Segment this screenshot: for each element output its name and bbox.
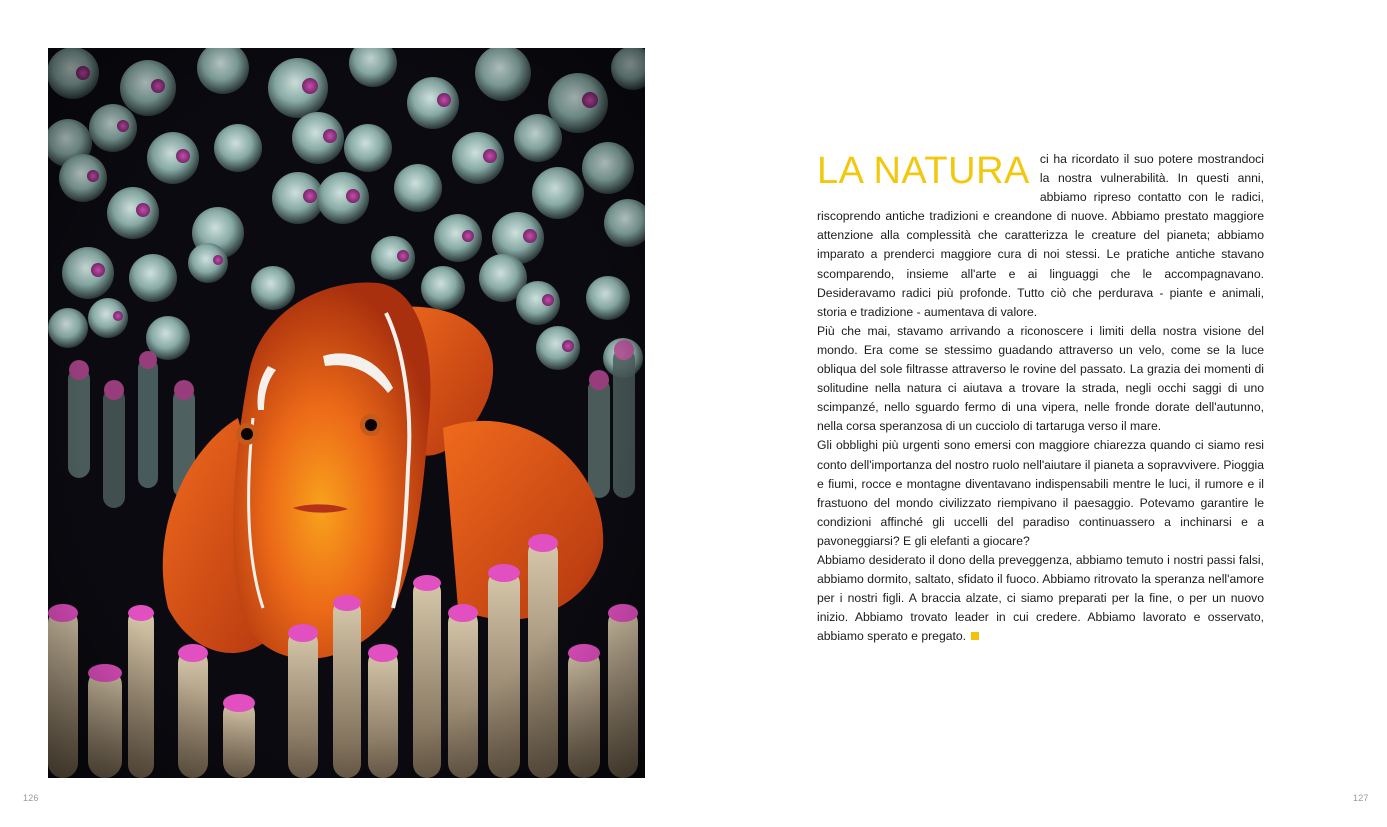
page-number-left: 126 — [23, 793, 39, 803]
paragraph-3: Gli obblighi più urgenti sono emersi con maggiore chiarezza quando ci siamo resi conto dell'importanza del nostro ruolo nell'aiutare il pianeta a sopravvivere. Pioggia e fiumi, rocce e montagne diventavano indispensabili mentre le luci, il rumore e il frastuono del mondo civilizzato riempivano il paesaggio. Potevamo garantire le condizioni affinché gli uccelli del paradiso continuassero a inchinarsi e a pavoneggiarsi? E gli elefanti a giocare? — [817, 438, 1264, 548]
page-number-right: 127 — [1353, 793, 1369, 803]
article-body — [817, 150, 1264, 646]
paragraph-4 — [817, 551, 1264, 646]
end-mark-icon — [971, 632, 979, 640]
lead-word: LA NATURA — [817, 150, 1030, 192]
right-page — [693, 0, 1387, 827]
clownfish-illustration — [48, 48, 645, 778]
left-page — [0, 0, 693, 827]
paragraph-1-text: ci ha ricordato il suo potere mostrandoci la nostra vulnerabilità. In questi anni, abbiamo ripreso contatto con le radici, riscoprendo antiche tradizioni e creandone di nuove. Abbiamo prestato maggiore attenzione alla complessità che caratterizza le creature del pianeta; abbiamo imparato a prenderci maggiore cura di noi stessi. Le pratiche antiche stavano scomparendo, insieme all'arte e ai linguaggi che le accompagnavano. Desideravamo radici più profonde. Tutto ciò che perdurava - piante e animali, storia e tradizione - aumentava di valore. — [817, 152, 1264, 319]
clownfish-photo — [48, 48, 645, 778]
paragraph-1 — [817, 150, 1264, 322]
paragraph-4-text: Abbiamo desiderato il dono della preveggenza, abbiamo temuto i nostri passi falsi, abbiamo dormito, saltato, sfidato il fuoco. Abbiamo ritrovato la speranza nell'amore per i nostri figli. A braccia alzate, ci siamo preparati per la fine, o per un nuovo inizio. Abbiamo trovato leader in cui credere. Abbiamo lavorato e osservato, abbiamo sperato e pregato. — [817, 552, 1264, 644]
paragraph-2: Più che mai, stavamo arrivando a riconoscere i limiti della nostra visione del mondo. Era come se stessimo guadando attraverso un velo, come se la luce obliqua del sole filtrasse attraverso le rovine del passato. La grazia dei momenti di solitudine nella natura ci aiutava a trovare la strada, negli occhi saggi di uno scimpanzé, nello sguardo fermo di una vipera, nelle fronde dorate dell'autunno, nella corsa speranzosa di un cucciolo di tartaruga verso il mare. — [817, 323, 1264, 434]
